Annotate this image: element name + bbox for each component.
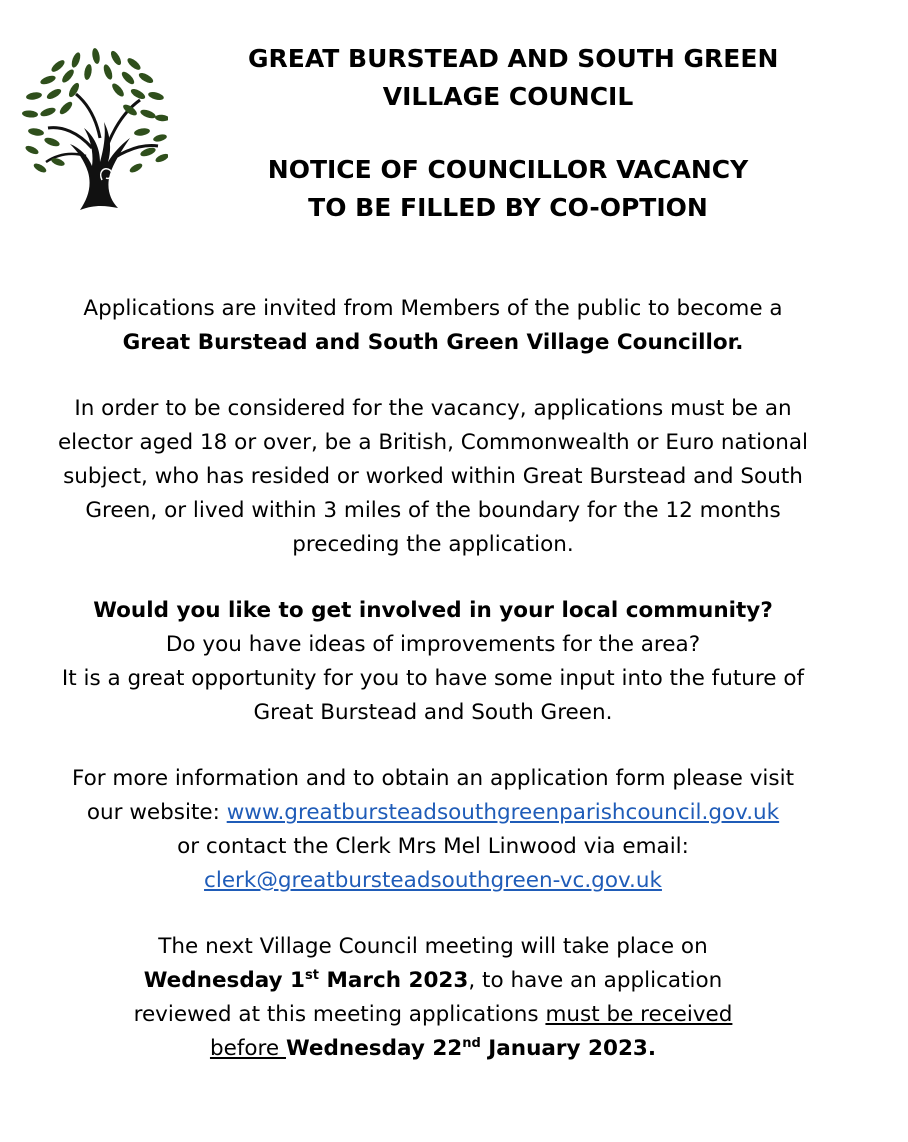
council-title-line1: GREAT BURSTEAD AND SOUTH GREEN <box>248 44 779 73</box>
notice-title <box>248 151 768 227</box>
eligibility-line: preceding the application. <box>292 532 574 557</box>
tree-icon <box>18 48 168 214</box>
council-title <box>248 40 779 116</box>
eligibility-line: elector aged 18 or over, be a British, Commonwealth or Euro national <box>57 430 809 455</box>
meeting-date-day: Wednesday 1 <box>143 968 306 993</box>
meeting-review-line <box>0 998 866 1032</box>
website-link[interactable]: www.greatbursteadsouthgreenparishcouncil.gov.uk <box>226 800 780 825</box>
deadline-date <box>286 1036 656 1061</box>
website-prefix: our website: <box>86 800 227 825</box>
email-line <box>0 864 866 898</box>
meeting-date <box>144 968 469 993</box>
email-link[interactable]: clerk@greatbursteadsouthgreen-vc.gov.uk <box>204 868 662 893</box>
involvement-line: It is a great opportunity for you to have some input into the future of <box>61 666 805 691</box>
council-logo <box>18 48 168 214</box>
intro-role-line: Great Burstead and South Green Village Councillor. <box>122 330 744 355</box>
before-text: before <box>209 1036 286 1061</box>
meeting-date-tail: , to have an application <box>468 968 723 993</box>
council-title-line2: VILLAGE COUNCIL <box>382 82 634 111</box>
meeting-date-suffix: st <box>305 968 319 983</box>
eligibility-line: subject, who has resided or worked within Great Burstead and South <box>63 464 803 489</box>
meeting-line: The next Village Council meeting will take place on <box>158 934 708 959</box>
deadline-suffix: nd <box>462 1036 481 1051</box>
notice-title-line1: NOTICE OF COUNCILLOR VACANCY <box>267 155 749 184</box>
website-line <box>0 796 866 830</box>
meeting-review-text: reviewed at this meeting applications <box>133 1002 546 1027</box>
info-paragraph <box>0 762 866 898</box>
deadline-day: Wednesday 22 <box>285 1036 463 1061</box>
involvement-question: Would you like to get involved in your local community? <box>93 598 773 623</box>
intro-paragraph <box>0 292 866 360</box>
involvement-paragraph <box>0 594 866 730</box>
info-line: For more information and to obtain an application form please visit <box>71 766 795 791</box>
notice-title-line2: TO BE FILLED BY CO-OPTION <box>308 193 708 222</box>
involvement-line: Great Burstead and South Green. <box>253 700 613 725</box>
involvement-line: Do you have ideas of improvements for the area? <box>165 632 701 657</box>
deadline-line <box>0 1032 866 1066</box>
meeting-date-line <box>0 964 866 998</box>
meeting-date-rest: March 2023 <box>318 968 469 993</box>
must-be-received-text: must be received <box>545 1002 733 1027</box>
eligibility-paragraph <box>0 392 866 562</box>
meeting-paragraph <box>0 930 866 1066</box>
eligibility-line: Green, or lived within 3 miles of the boundary for the 12 months <box>85 498 781 523</box>
intro-line: Applications are invited from Members of the public to become a <box>83 296 783 321</box>
info-contact-line: or contact the Clerk Mrs Mel Linwood via email: <box>177 834 689 859</box>
eligibility-line: In order to be considered for the vacancy, applications must be an <box>74 396 792 421</box>
deadline-rest: January 2023. <box>480 1036 657 1061</box>
